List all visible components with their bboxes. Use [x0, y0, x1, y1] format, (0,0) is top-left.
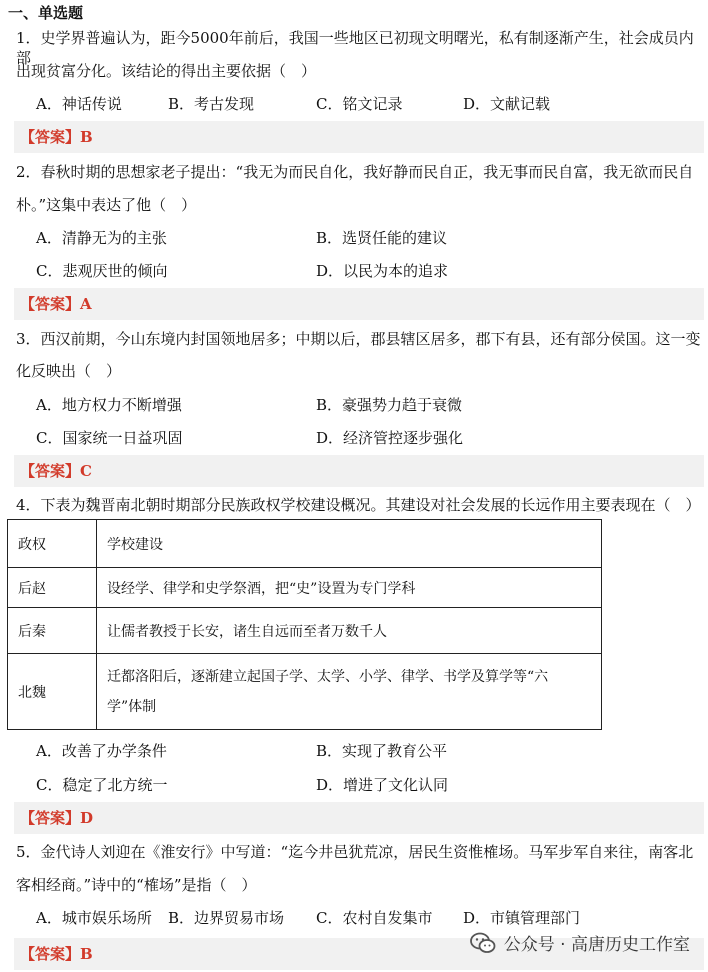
question-2-answer [14, 288, 704, 320]
question-2-line-1: 2．春秋时期的思想家老子提出：“我无为而民自化，我好静而民自正，我无事而民自富，我无欲而民自 [16, 163, 694, 181]
answer-value: C [80, 462, 92, 480]
question-5-option-d: D．市镇管理部门 [463, 909, 581, 927]
question-4-option-d: D．增进了文化认同 [316, 776, 449, 794]
question-4-line-1: 4．下表为魏晋南北朝时期部分民族政权学校建设概况。其建设对社会发展的长远作用主要表现在（ ） [16, 496, 701, 514]
table-cell: 后秦 [8, 608, 97, 654]
answer-label: 【答案】 [20, 128, 81, 146]
answer-value: D [80, 809, 94, 827]
question-5-option-a: A．城市娱乐场所 [36, 909, 152, 927]
question-3-option-d: D．经济管控逐步强化 [316, 429, 464, 447]
question-2-option-d: D．以民为本的追求 [316, 262, 449, 280]
question-1-option-a: A．神话传说 [36, 95, 122, 113]
question-3-answer [14, 455, 704, 487]
question-4-option-b: B．实现了教育公平 [316, 742, 448, 760]
table-header-cell: 政权 [8, 520, 97, 568]
table-cell: 后赵 [8, 568, 97, 608]
table-row [8, 568, 602, 608]
question-2-option-b: B．选贤任能的建议 [316, 229, 448, 247]
answer-value: A [80, 295, 92, 313]
answer-value: B [80, 945, 93, 963]
question-2-option-c: C．悲观厌世的倾向 [36, 262, 168, 280]
table-cell [97, 654, 602, 730]
question-2-option-a: A．清静无为的主张 [36, 229, 167, 247]
question-5-option-c: C．农村自发集市 [316, 909, 433, 927]
question-1-option-d: D．文献记载 [463, 95, 551, 113]
school-construction-table [7, 519, 602, 730]
table-row [8, 654, 602, 730]
question-4-answer [14, 802, 704, 834]
question-3-line-1: 3．西汉前期，今山东境内封国领地居多；中期以后，郡县辖区居多，郡下有县，还有部分侯国。这一变 [16, 330, 701, 348]
question-2-line-2: 朴。”这集中表达了他（ ） [16, 196, 197, 214]
question-3-option-c: C．国家统一日益巩固 [36, 429, 183, 447]
question-1-answer [14, 121, 704, 153]
question-5-line-1: 5．金代诗人刘迎在《淮安行》中写道：“迄今井邑犹荒凉，居民生资惟榷场。马军步军自来往，南客北 [16, 843, 694, 861]
section-title: 一、单选题 [8, 4, 84, 22]
question-3-option-b: B．豪强势力趋于衰微 [316, 396, 463, 414]
question-3-line-2: 化反映出（ ） [16, 362, 122, 380]
answer-label: 【答案】 [20, 295, 81, 313]
answer-value: B [80, 128, 93, 146]
question-1-option-b: B．考古发现 [168, 95, 255, 113]
question-4-option-c: C．稳定了北方统一 [36, 776, 168, 794]
table-cell-line-2: 学”体制 [107, 698, 157, 715]
answer-label: 【答案】 [20, 945, 81, 963]
table-header-row [8, 520, 602, 568]
question-1-line-2: 出现贫富分化。该结论的得出主要依据（ ） [16, 62, 317, 80]
table-row [8, 608, 602, 654]
table-cell: 设经学、律学和史学祭酒，把“史”设置为专门学科 [97, 568, 602, 608]
table-cell-line-1: 迁都洛阳后，逐渐建立起国子学、太学、小学、律学、书学及算学等“六 [107, 668, 549, 685]
wechat-watermark [470, 930, 690, 955]
question-5-line-2: 客相经商。”诗中的“榷场”是指（ ） [16, 876, 257, 894]
question-1-option-c: C．铭文记录 [316, 95, 403, 113]
wechat-icon [470, 932, 496, 954]
table-cell: 北魏 [8, 654, 97, 730]
question-5-option-b: B．边界贸易市场 [168, 909, 285, 927]
answer-label: 【答案】 [20, 809, 81, 827]
answer-label: 【答案】 [20, 462, 81, 480]
table-header-cell: 学校建设 [97, 520, 602, 568]
question-1-line-1: 1．史学界普遍认为，距今5000年前后，我国一些地区已初现文明曙光，私有制逐渐产生，社会成员内部 [16, 29, 694, 67]
watermark-text: 公众号 · 高唐历史工作室 [503, 935, 690, 955]
question-3-option-a: A．地方权力不断增强 [36, 396, 182, 414]
table-cell: 让儒者教授于长安，诸生自远而至者万数千人 [97, 608, 602, 654]
question-4-option-a: A．改善了办学条件 [36, 742, 167, 760]
